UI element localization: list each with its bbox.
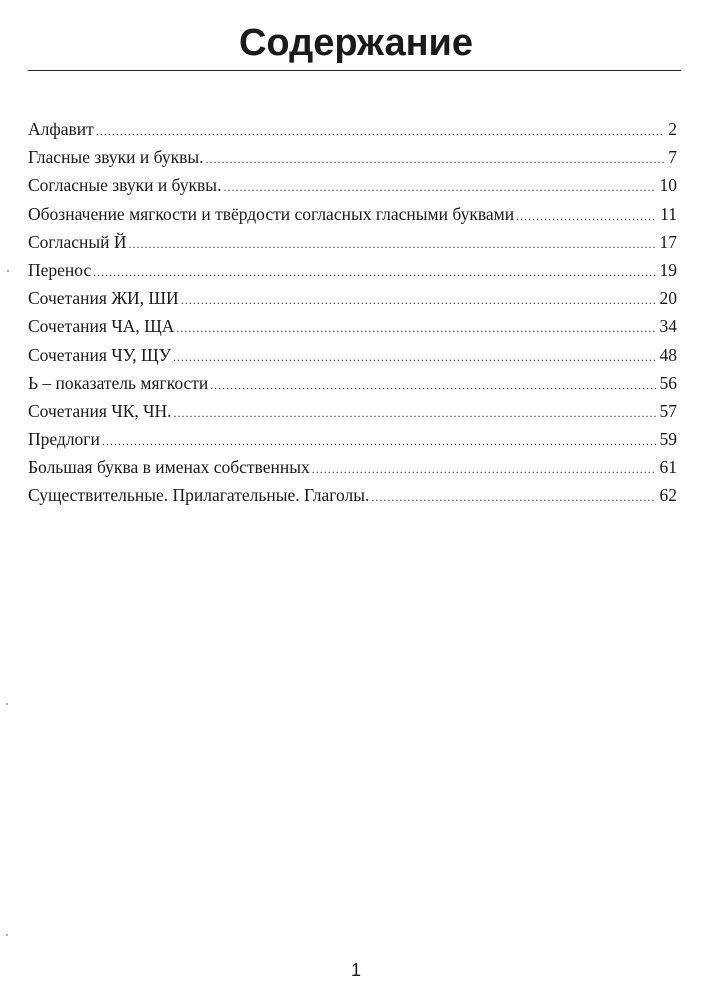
toc-entry-title: Согласный Й [28,231,127,252]
toc-entry[interactable] [28,341,677,369]
toc-entry-title: Предлоги [28,429,100,450]
toc-entry-page: 19 [659,259,677,280]
toc-dot-leader [93,258,655,286]
toc-dot-leader [516,202,656,230]
toc-entry-title: Существительные. Прилагательные. Глаголы. [28,485,370,506]
toc-entry[interactable] [28,397,677,425]
page-number: 1 [350,960,361,980]
toc-entry[interactable] [28,228,677,256]
toc-entry-title: Сочетания ЧУ, ЩУ [28,344,172,365]
toc-entry-page: 56 [659,372,677,393]
toc-entry-page: 34 [659,316,677,337]
toc-entry-page: 57 [659,400,677,421]
toc-entry-page: 7 [668,147,677,168]
toc-entry[interactable] [28,284,677,312]
toc-entry-page: 48 [659,344,677,365]
scan-speck [7,270,9,272]
toc-entry-title: Ь – показатель мягкости [28,372,209,393]
toc-entry-title: Сочетания ЖИ, ШИ [28,288,179,309]
toc-dot-leader [174,399,656,427]
toc-dot-leader [210,371,655,399]
toc-entry-title: Перенос [28,259,92,280]
scan-speck [6,934,8,936]
toc-dot-leader [206,145,665,173]
page-title: Содержание [238,22,474,64]
toc-dot-leader [96,117,664,145]
toc-entry[interactable] [28,481,677,509]
toc-dot-leader [371,483,655,511]
toc-entry-title: Обозначение мягкости и твёрдости согласных гласными буквами [28,203,515,224]
toc-entry-title: Большая буква в именах собственных [28,457,310,478]
scan-speck [6,703,8,705]
toc-entry-title: Алфавит [28,119,94,139]
toc-entry-title: Согласные звуки и буквы. [28,175,222,196]
toc-entry[interactable] [28,256,677,284]
toc-entry[interactable] [28,312,677,340]
toc-entry-page: 61 [659,457,677,478]
toc-dot-leader [128,230,655,258]
toc-dot-leader [223,173,655,201]
toc-entry[interactable] [28,369,677,397]
toc-dot-leader [181,286,656,314]
toc-entry-page: 17 [659,231,677,252]
toc-dot-leader [312,455,656,483]
toc-entry[interactable] [28,171,677,199]
toc-entry[interactable] [28,453,677,481]
toc-entry-page: 62 [659,485,677,506]
toc-entry-page: 2 [668,119,677,139]
toc-entry-page: 10 [659,175,677,196]
toc-entry[interactable] [28,115,677,143]
toc-entry-page: 11 [660,203,677,224]
table-of-contents [28,115,677,510]
toc-entry[interactable] [28,143,677,171]
toc-entry-title: Гласные звуки и буквы. [28,147,204,168]
toc-dot-leader [173,343,655,371]
toc-entry[interactable] [28,200,677,228]
toc-dot-leader [102,427,656,455]
toc-entry-page: 20 [659,288,677,309]
toc-entry-page: 59 [659,429,677,450]
toc-entry-title: Сочетания ЧК, ЧН. [28,400,172,421]
toc-entry[interactable] [28,425,677,453]
toc-dot-leader [176,314,655,342]
title-divider [28,70,681,71]
toc-entry-title: Сочетания ЧА, ЩА [28,316,175,337]
